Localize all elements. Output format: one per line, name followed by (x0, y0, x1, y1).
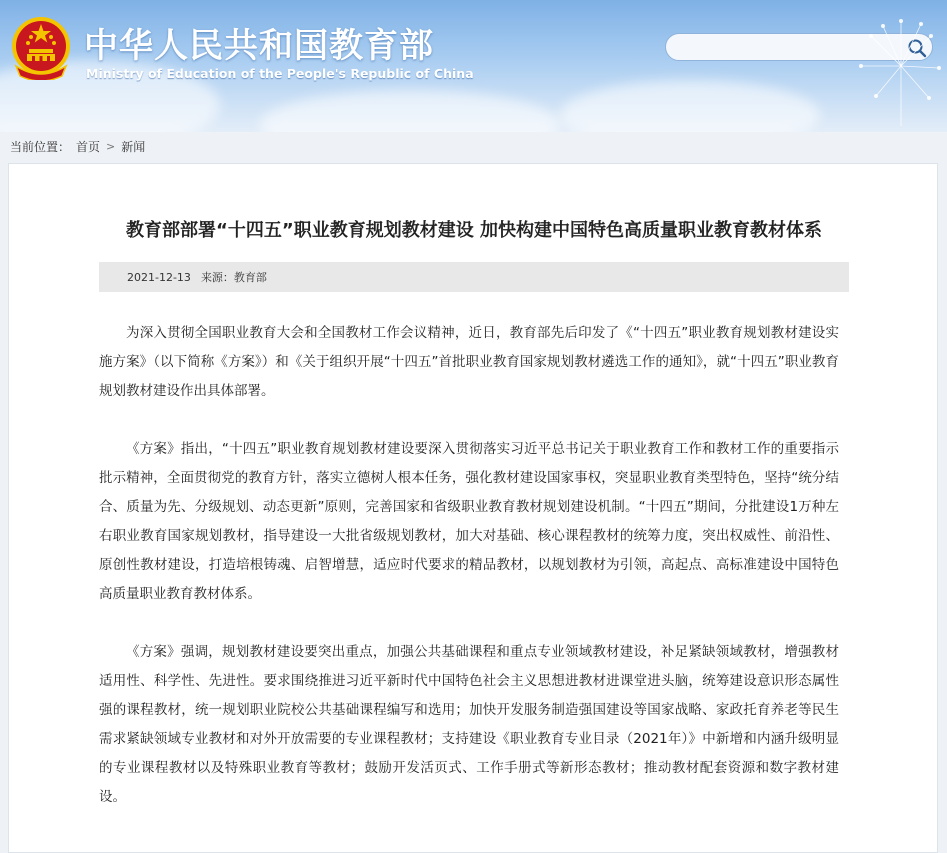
dandelion-decoration-icon (831, 6, 941, 126)
breadcrumb-home-link[interactable]: 首页 (76, 140, 101, 154)
site-title[interactable]: 中华人民共和国教育部 (84, 26, 434, 66)
article-body (99, 319, 839, 841)
article-paragraph: 为深入贯彻全国职业教育大会和全国教材工作会议精神，近日，教育部先后印发了《“十四五”职业教育规划教材建设实施方案》（以下简称《方案》）和《关于组织开展“十四五”首批职业教育国家规划教材遴选工作的通知》，就“十四五”职业教育规划教材建设作出具体部署。 (99, 325, 839, 399)
article-paragraph: 《方案》指出，“十四五”职业教育规划教材建设要深入贯彻落实习近平总书记关于职业教育工作和教材工作的重要指示批示精神，全面贯彻党的教育方针，落实立德树人根本任务，强化教材建设国家事权，突显职业教育类型特色，坚持“统分结合、质量为先、分级规划、动态更新”原则，完善国家和省级职业教育教材规划建设机制。“十四五”期间，分批建设1万种左右职业教育国家规划教材，指导建设一大批省级规划教材，加大对基础、核心课程教材的统筹力度，突出权威性、前沿性、原创性教材建设，打造培根铸魂、启智增慧，适应时代要求的精品教材，以规划教材为引领，高起点、高标准建设中国特色高质量职业教育教材体系。 (99, 441, 839, 602)
article-date: 2021-12-13 (127, 270, 191, 284)
article-container (8, 163, 938, 853)
cloud-decoration (560, 80, 820, 132)
site-header (0, 0, 947, 132)
cloud-decoration (260, 90, 560, 132)
breadcrumb-news-link[interactable]: 新闻 (121, 140, 146, 154)
article-title: 教育部部署“十四五”职业教育规划教材建设 加快构建中国特色高质量职业教育教材体系 (126, 220, 822, 241)
site-subtitle: Ministry of Education of the People's Republic of China (86, 66, 474, 81)
national-emblem-icon[interactable] (10, 16, 72, 80)
breadcrumb-label: 当前位置： (10, 140, 71, 154)
chevron-right-icon: > (106, 140, 116, 153)
breadcrumb (10, 138, 145, 155)
article-paragraph: 《方案》强调，规划教材建设要突出重点，加强公共基础课程和重点专业领域教材建设，补足紧缺领域教材，增强教材适用性、科学性、先进性。要求围绕推进习近平新时代中国特色社会主义思想进教材进课堂进头脑，统筹建设意识形态属性强的课程教材，统一规划职业院校公共基础课程编写和选用；加快开发服务制造强国建设等国家战略、家政托育养老等民生需求紧缺领域专业教材和对外开放需要的专业课程教材；支持建设《职业教育专业目录（2021年）》中新增和内涵升级明显的专业课程教材以及特殊职业教育等教材；鼓励开发活页式、工作手册式等新形态教材；推动教材配套资源和数字教材建设。 (99, 644, 839, 805)
article-meta-bar (99, 262, 849, 292)
article-source: 来源：教育部 (200, 271, 267, 284)
